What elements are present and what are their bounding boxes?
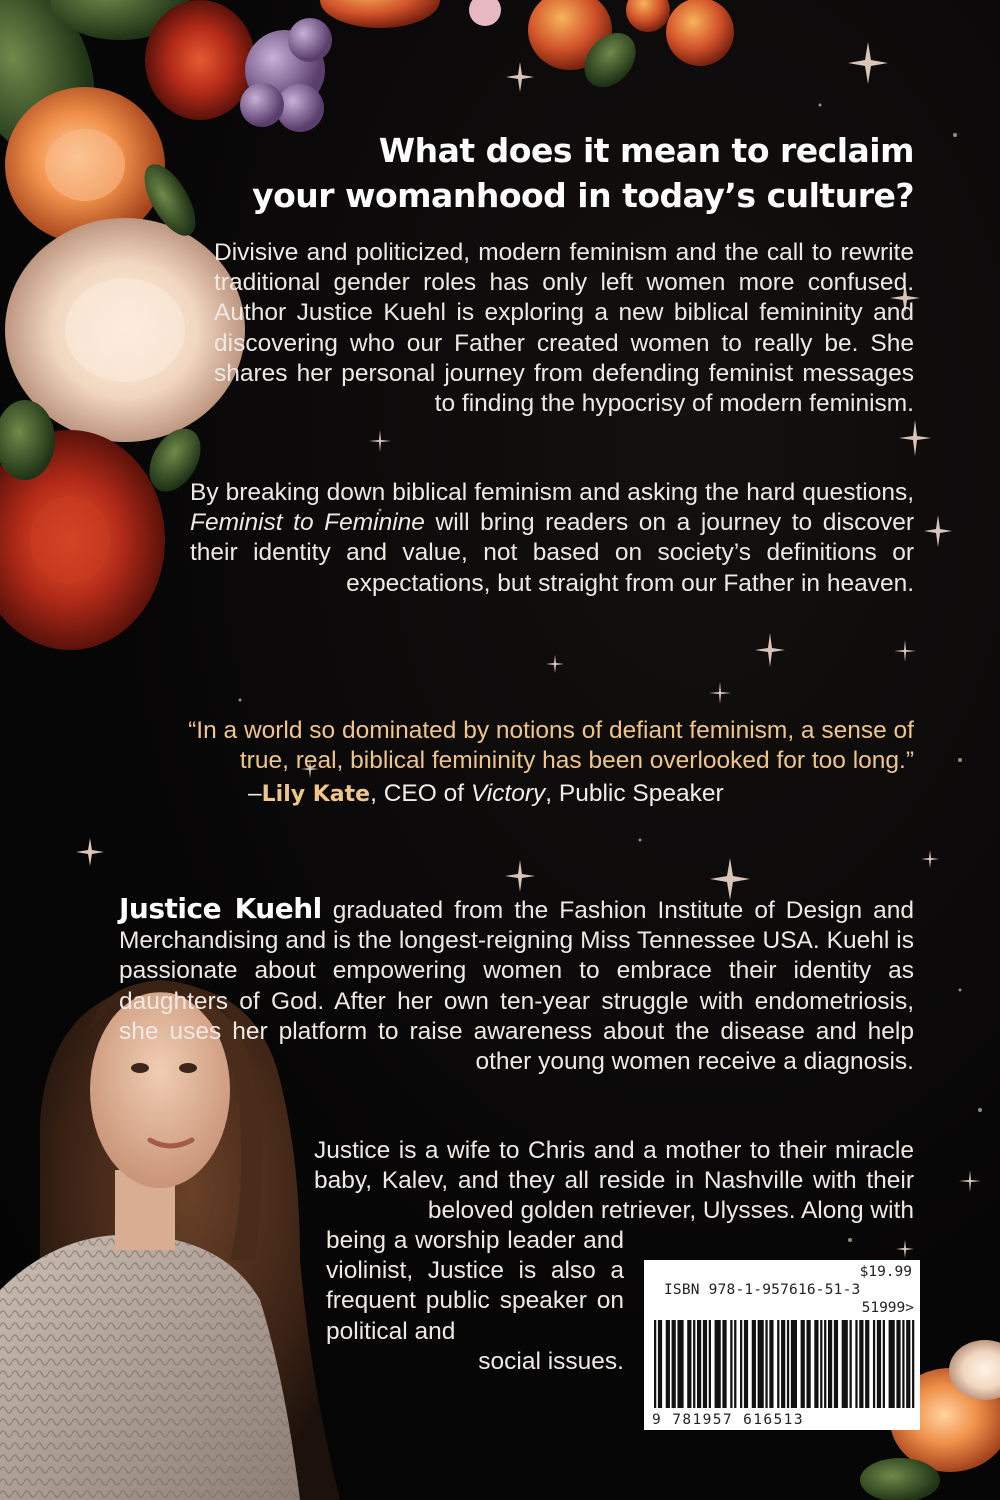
barcode-bar [746, 1320, 748, 1408]
barcode-bar [740, 1320, 742, 1408]
barcode-digits: 9 781957 616513 [652, 1412, 804, 1428]
barcode-bar [902, 1320, 904, 1408]
endorser-role-before: , CEO of [370, 780, 471, 807]
barcode-bar [762, 1320, 764, 1408]
endorsement-quote: “In a world so dominated by notions of defiant feminism, a sense of true, real, biblical femininity has been overlooked for too long.” [188, 717, 914, 775]
barcode-bar [844, 1320, 846, 1408]
barcode-bar [801, 1320, 803, 1408]
barcode-bar [744, 1320, 746, 1408]
author-name: Justice Kuehl [119, 892, 322, 925]
barcode-bar [842, 1320, 844, 1408]
top-fruit [320, 0, 734, 97]
barcode-bar [816, 1320, 818, 1408]
barcode-bar [679, 1320, 681, 1408]
headline-line-2: your womanhood in today’s culture? [252, 176, 914, 215]
barcode-bar [814, 1320, 816, 1408]
barcode-bar [791, 1320, 793, 1408]
description-p2-before: By breaking down biblical feminism and asking the hard questions, [190, 479, 914, 506]
barcode-bar [760, 1320, 762, 1408]
barcode-bar [891, 1320, 893, 1408]
barcode-bar [830, 1320, 832, 1408]
barcode-bar [883, 1320, 885, 1408]
barcode-bar [893, 1320, 895, 1408]
barcode-bar [912, 1320, 914, 1408]
barcode-bar [889, 1320, 891, 1408]
barcode-bar [783, 1320, 785, 1408]
endorser-role-after: , Public Speaker [545, 780, 724, 807]
barcode-bar [865, 1320, 867, 1408]
barcode-bar [687, 1320, 689, 1408]
headline [214, 128, 914, 218]
description-paragraph-2 [190, 478, 914, 599]
description-p2-after: will bring readers on a journey to discover their identity and value, not based on society’s definitions or expectations, but straight from our Father in heaven. [190, 509, 914, 597]
barcode-bar [734, 1320, 736, 1408]
barcode-bar [867, 1320, 869, 1408]
barcode-bar [781, 1320, 783, 1408]
barcode-bar [793, 1320, 795, 1408]
barcode-bar [660, 1320, 662, 1408]
barcode-bar [834, 1320, 836, 1408]
barcode-bar [769, 1320, 771, 1408]
endorsement-attribution [248, 778, 724, 811]
barcode-bar [861, 1320, 863, 1408]
barcode-bar [855, 1320, 857, 1408]
author-bio-p3-last: social issues. [478, 1347, 624, 1375]
barcode-bar [808, 1320, 810, 1408]
barcode-bar [765, 1320, 767, 1408]
barcode-bar [677, 1320, 679, 1408]
barcode-bar [896, 1320, 898, 1408]
barcode-bar [908, 1320, 910, 1408]
barcode-bar [803, 1320, 805, 1408]
barcode-bar [820, 1320, 822, 1408]
barcode-bar [758, 1320, 760, 1408]
endorser-org: Victory [470, 780, 546, 807]
barcode-bar [898, 1320, 900, 1408]
addon-code: 51999> [861, 1300, 914, 1316]
barcode-bar [699, 1320, 701, 1408]
barcode-bar [849, 1320, 851, 1408]
barcode-bar [672, 1320, 674, 1408]
barcode-bar [717, 1320, 719, 1408]
barcode-bar [828, 1320, 830, 1408]
headline-line-1: What does it mean to reclaim [378, 131, 914, 170]
barcode-bar [689, 1320, 691, 1408]
author-bio-p3-main: being a worship leader and violinist, Justice is also a frequent public speaker on political and [326, 1227, 624, 1345]
barcode-bar [668, 1320, 670, 1408]
endorser-name: Lily Kate [261, 782, 371, 807]
barcode-bar [877, 1320, 879, 1408]
barcode-bar [777, 1320, 779, 1408]
barcode-bar [693, 1320, 695, 1408]
barcode-bar [879, 1320, 881, 1408]
barcode-bar [824, 1320, 826, 1408]
barcode-bar [705, 1320, 707, 1408]
barcode-bar [703, 1320, 705, 1408]
author-bio-p1-text: graduated from the Fashion Institute of Design and Merchandising and is the longest-reigning Miss Tennessee USA. Kuehl is passionate about empowering women to embrace their identity as daughters of God. After her own ten-year struggle with endometriosis, she uses her platform to raise awareness about the disease and help other young women receive a diagnosis. [119, 897, 914, 1076]
barcode-bar [906, 1320, 908, 1408]
barcode-bar [654, 1320, 656, 1408]
price-label: $19.99 [859, 1264, 912, 1280]
barcode-bars [644, 1260, 920, 1430]
author-bio-paragraph-2: Justice is a wife to Chris and a mother to their miracle baby, Kalev, and they all reside in Nashville with their beloved golden retriever, Ulysses. Along with [314, 1137, 914, 1225]
barcode-bar [715, 1320, 717, 1408]
barcode-bar [859, 1320, 861, 1408]
barcode-bar [806, 1320, 808, 1408]
barcode-bar [754, 1320, 756, 1408]
book-title: Feminist to Feminine [190, 509, 425, 537]
barcode-bar [752, 1320, 754, 1408]
barcode-bar [719, 1320, 721, 1408]
isbn-label: ISBN 978-1-957616-51-3 [664, 1282, 861, 1298]
barcode-bar [658, 1320, 660, 1408]
barcode-bar [674, 1320, 676, 1408]
barcode-bar [787, 1320, 789, 1408]
barcode-bar [836, 1320, 838, 1408]
barcode-bar [666, 1320, 668, 1408]
barcode-bar [697, 1320, 699, 1408]
barcode-bar [873, 1320, 875, 1408]
barcode-bar [681, 1320, 683, 1408]
description-paragraph-1: Divisive and politicized, modern feminism and the call to rewrite traditional gender roles has only left women more confused. Author Justice Kuehl is exploring a new biblical femininity and discovering who our Father created women to really be. She shares her personal journey from defending feminist messages to finding the hypocrisy of modern feminism. [214, 239, 914, 418]
attribution-dash: – [248, 780, 262, 807]
barcode-bar [722, 1320, 724, 1408]
barcode-bar [724, 1320, 726, 1408]
barcode-bar [730, 1320, 732, 1408]
barcode-bar [709, 1320, 711, 1408]
isbn-barcode [644, 1260, 920, 1430]
author-bio-paragraph-1 [119, 894, 914, 1077]
barcode-bar [795, 1320, 797, 1408]
barcode-bar [771, 1320, 773, 1408]
barcode-bar [846, 1320, 848, 1408]
author-bio-paragraph-3 [326, 1226, 624, 1377]
